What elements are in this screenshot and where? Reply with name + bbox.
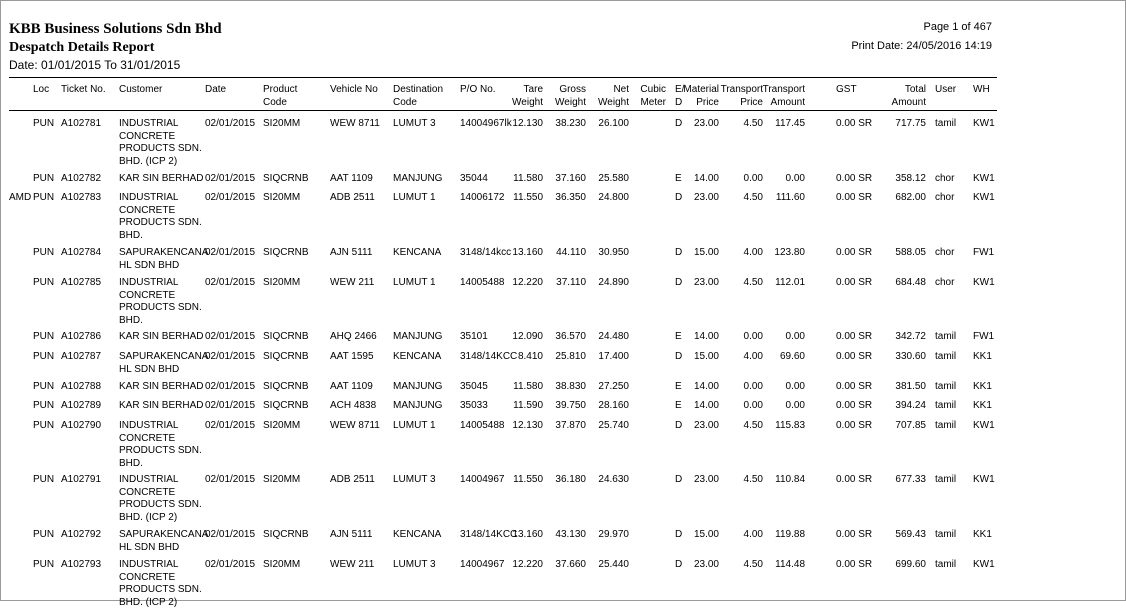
cell-tare: 13.160: [512, 529, 543, 540]
cell-material: 15.00: [693, 529, 719, 540]
cell-user: tamil: [935, 331, 957, 342]
cell-user: tamil: [935, 529, 957, 540]
cell-total: 569.43: [895, 529, 926, 540]
cell-customer: SAPURAKENCANA HL SDN BHD: [119, 351, 209, 375]
cell-ticket: A102790: [61, 420, 102, 431]
page-number: Page 1 of 467: [923, 21, 992, 33]
cell-customer: KAR SIN BERHAD: [119, 381, 204, 392]
cell-wh: KW1: [973, 118, 995, 129]
cell-loc: PUN: [33, 351, 55, 362]
cell-tare: 12.130: [512, 118, 543, 129]
cell-tprice: 4.50: [743, 192, 763, 203]
cell-po: 14004967lk: [460, 118, 512, 129]
cell-total: 330.60: [895, 351, 926, 362]
cell-date: 02/01/2015: [205, 474, 256, 485]
cell-total: 682.00: [895, 192, 926, 203]
cell-tamount: 110.84: [775, 474, 805, 485]
cell-vehicle: AAT 1109: [330, 381, 373, 392]
cell-tprice: 0.00: [743, 331, 763, 342]
cell-customer: KAR SIN BERHAD: [119, 173, 204, 184]
cell-vehicle: AHQ 2466: [330, 331, 377, 342]
cell-ed: D: [675, 420, 683, 431]
cell-total: 342.72: [895, 331, 926, 342]
cell-tamount: 112.01: [775, 277, 805, 288]
cell-gross: 25.810: [555, 351, 586, 362]
cell-net: 29.970: [598, 529, 629, 540]
cell-material: 23.00: [693, 474, 719, 485]
cell-customer: SAPURAKENCANA HL SDN BHD: [119, 529, 209, 553]
cell-gst: 0.00 SR: [836, 529, 873, 540]
cell-material: 23.00: [693, 192, 719, 203]
column-header-total: Total Amount: [891, 84, 926, 108]
cell-user: tamil: [935, 400, 957, 411]
cell-gst: 0.00 SR: [836, 474, 873, 485]
column-header-product: Product Code: [263, 84, 298, 108]
cell-customer: INDUSTRIAL CONCRETE PRODUCTS SDN. BHD. (ICP 2): [119, 559, 202, 608]
cell-po: 14004967: [460, 474, 505, 485]
cell-gross: 36.180: [555, 474, 586, 485]
cell-tamount: 69.60: [779, 351, 805, 362]
cell-gross: 36.570: [555, 331, 586, 342]
cell-loc: PUN: [33, 247, 55, 258]
cell-net: 27.250: [598, 381, 629, 392]
cell-ticket: A102787: [61, 351, 102, 362]
cell-product: SIQCRNB: [263, 400, 309, 411]
cell-gst: 0.00 SR: [836, 192, 873, 203]
cell-tare: 12.130: [512, 420, 543, 431]
cell-product: SI20MM: [263, 192, 301, 203]
cell-tare: 11.580: [513, 173, 543, 184]
cell-gross: 36.350: [555, 192, 586, 203]
cell-loc: PUN: [33, 529, 55, 540]
cell-destination: KENCANA: [393, 351, 442, 362]
cell-po: 35044: [460, 173, 488, 184]
cell-gross: 43.130: [555, 529, 586, 540]
cell-tamount: 119.88: [775, 529, 805, 540]
column-header-customer: Customer: [119, 84, 163, 95]
cell-tare: 11.580: [513, 381, 543, 392]
cell-destination: LUMUT 3: [393, 474, 436, 485]
cell-material: 23.00: [693, 118, 719, 129]
cell-tprice: 0.00: [743, 381, 763, 392]
cell-loc: PUN: [33, 118, 55, 129]
cell-total: 394.24: [895, 400, 926, 411]
cell-gst: 0.00 SR: [836, 420, 873, 431]
cell-date: 02/01/2015: [205, 400, 256, 411]
cell-gst: 0.00 SR: [836, 331, 873, 342]
cell-ed: E: [675, 331, 682, 342]
cell-product: SI20MM: [263, 420, 301, 431]
cell-product: SIQCRNB: [263, 381, 309, 392]
cell-gst: 0.00 SR: [836, 351, 873, 362]
cell-date: 02/01/2015: [205, 331, 256, 342]
cell-date: 02/01/2015: [205, 381, 256, 392]
report-title: Despatch Details Report: [9, 40, 155, 55]
cell-ticket: A102783: [61, 192, 102, 203]
cell-destination: MANJUNG: [393, 173, 443, 184]
cell-gst: 0.00 SR: [836, 118, 873, 129]
cell-ed: D: [675, 277, 683, 288]
cell-vehicle: ACH 4838: [330, 400, 377, 411]
cell-customer: KAR SIN BERHAD: [119, 331, 204, 342]
cell-net: 24.800: [598, 192, 629, 203]
cell-wh: FW1: [973, 331, 995, 342]
cell-tamount: 114.48: [775, 559, 805, 570]
cell-vehicle: WEW 8711: [330, 118, 380, 129]
cell-ticket: A102784: [61, 247, 102, 258]
cell-vehicle: AJN 5111: [330, 247, 373, 258]
cell-user: chor: [935, 173, 955, 184]
cell-tprice: 4.00: [743, 529, 763, 540]
cell-vehicle: WEW 8711: [330, 420, 380, 431]
cell-customer: INDUSTRIAL CONCRETE PRODUCTS SDN. BHD. (ICP 2): [119, 118, 202, 167]
cell-gross: 37.870: [555, 420, 586, 431]
cell-vehicle: WEW 211: [330, 277, 375, 288]
cell-wh: KW1: [973, 192, 995, 203]
cell-net: 28.160: [598, 400, 629, 411]
cell-customer: INDUSTRIAL CONCRETE PRODUCTS SDN. BHD.: [119, 277, 202, 326]
cell-user: tamil: [935, 118, 957, 129]
cell-date: 02/01/2015: [205, 351, 256, 362]
cell-total: 699.60: [895, 559, 926, 570]
cell-po: 3148/14KCC: [460, 529, 518, 540]
cell-material: 23.00: [693, 420, 719, 431]
column-header-vehicle: Vehicle No: [330, 84, 378, 95]
cell-date: 02/01/2015: [205, 118, 256, 129]
date-range: Date: 01/01/2015 To 31/01/2015: [9, 58, 181, 72]
cell-po: 3148/14KCC: [460, 351, 518, 362]
cell-destination: MANJUNG: [393, 331, 443, 342]
column-header-loc: Loc: [33, 84, 50, 95]
cell-user: chor: [935, 247, 955, 258]
cell-tprice: 0.00: [743, 173, 763, 184]
cell-tare: 11.550: [513, 192, 543, 203]
cell-date: 02/01/2015: [205, 173, 256, 184]
cell-wh: KW1: [973, 474, 995, 485]
cell-wh: KK1: [973, 351, 992, 362]
cell-material: 14.00: [693, 173, 719, 184]
cell-ed: D: [675, 351, 683, 362]
cell-po: 14005488: [460, 420, 505, 431]
cell-gross: 44.110: [556, 247, 586, 258]
column-header-net: Net Weight: [598, 84, 629, 108]
cell-material: 14.00: [693, 400, 719, 411]
cell-destination: LUMUT 1: [393, 192, 436, 203]
cell-tprice: 4.50: [743, 118, 763, 129]
cell-net: 17.400: [598, 351, 629, 362]
cell-ed: D: [675, 247, 683, 258]
cell-net: 30.950: [598, 247, 629, 258]
cell-loc: PUN: [33, 173, 55, 184]
cell-material: 23.00: [693, 559, 719, 570]
cell-vehicle: AAT 1595: [330, 351, 374, 362]
cell-tare: 11.590: [513, 400, 543, 411]
cell-tamount: 0.00: [785, 173, 805, 184]
cell-date: 02/01/2015: [205, 247, 256, 258]
cell-user: tamil: [935, 474, 957, 485]
cell-net: 25.440: [598, 559, 629, 570]
cell-product: SIQCRNB: [263, 529, 309, 540]
column-header-gst: GST: [836, 84, 857, 95]
row-flag: AMD: [9, 192, 32, 203]
cell-net: 24.890: [598, 277, 629, 288]
cell-wh: KK1: [973, 381, 992, 392]
column-header-po: P/O No.: [460, 84, 496, 95]
column-header-ticket: Ticket No.: [61, 84, 106, 95]
cell-date: 02/01/2015: [205, 529, 256, 540]
cell-product: SI20MM: [263, 277, 301, 288]
cell-total: 684.48: [895, 277, 926, 288]
cell-gst: 0.00 SR: [836, 400, 873, 411]
cell-gross: 38.830: [555, 381, 586, 392]
cell-tprice: 4.50: [743, 559, 763, 570]
cell-tamount: 117.45: [775, 118, 805, 129]
cell-destination: LUMUT 3: [393, 559, 436, 570]
cell-tare: 12.220: [512, 277, 543, 288]
cell-destination: LUMUT 1: [393, 420, 436, 431]
cell-gross: 39.750: [555, 400, 586, 411]
cell-tamount: 111.60: [775, 192, 805, 203]
cell-ticket: A102792: [61, 529, 102, 540]
cell-po: 3148/14kcc: [460, 247, 512, 258]
cell-net: 25.740: [598, 420, 629, 431]
cell-vehicle: ADB 2511: [330, 192, 375, 203]
column-header-cubic: Cubic Meter: [640, 84, 666, 108]
cell-loc: PUN: [33, 277, 55, 288]
cell-product: SI20MM: [263, 559, 301, 570]
cell-loc: PUN: [33, 331, 55, 342]
column-header-tprice: Transport Price: [720, 84, 763, 108]
header-top-rule: [9, 77, 997, 78]
cell-ticket: A102793: [61, 559, 102, 570]
cell-user: chor: [935, 192, 955, 203]
cell-customer: INDUSTRIAL CONCRETE PRODUCTS SDN. BHD.: [119, 192, 202, 241]
cell-destination: MANJUNG: [393, 381, 443, 392]
cell-ed: E: [675, 400, 682, 411]
cell-destination: KENCANA: [393, 247, 442, 258]
cell-tamount: 0.00: [785, 331, 805, 342]
cell-net: 24.630: [598, 474, 629, 485]
cell-vehicle: AJN 5111: [330, 529, 373, 540]
cell-date: 02/01/2015: [205, 559, 256, 570]
cell-tamount: 0.00: [785, 400, 805, 411]
cell-gross: 37.660: [555, 559, 586, 570]
cell-date: 02/01/2015: [205, 192, 256, 203]
cell-ticket: A102781: [61, 118, 102, 129]
cell-tare: 12.220: [512, 559, 543, 570]
cell-ticket: A102789: [61, 400, 102, 411]
cell-net: 26.100: [598, 118, 629, 129]
cell-date: 02/01/2015: [205, 420, 256, 431]
cell-wh: KW1: [973, 277, 995, 288]
cell-gst: 0.00 SR: [836, 559, 873, 570]
cell-ed: E: [675, 173, 682, 184]
cell-wh: KK1: [973, 529, 992, 540]
cell-total: 588.05: [895, 247, 926, 258]
cell-tamount: 115.83: [775, 420, 805, 431]
cell-user: tamil: [935, 559, 957, 570]
column-header-user: User: [935, 84, 957, 95]
cell-ticket: A102788: [61, 381, 102, 392]
cell-net: 25.580: [598, 173, 629, 184]
cell-destination: LUMUT 3: [393, 118, 436, 129]
column-header-tare: Tare Weight: [512, 84, 543, 108]
cell-gst: 0.00 SR: [836, 381, 873, 392]
cell-wh: KW1: [973, 559, 995, 570]
cell-material: 14.00: [693, 331, 719, 342]
cell-customer: INDUSTRIAL CONCRETE PRODUCTS SDN. BHD. (ICP 2): [119, 474, 202, 523]
cell-wh: FW1: [973, 247, 995, 258]
cell-customer: KAR SIN BERHAD: [119, 400, 204, 411]
cell-ed: D: [675, 192, 683, 203]
cell-ticket: A102791: [61, 474, 102, 485]
cell-product: SIQCRNB: [263, 247, 309, 258]
cell-gst: 0.00 SR: [836, 277, 873, 288]
cell-tprice: 0.00: [743, 400, 763, 411]
cell-po: 14006172: [460, 192, 505, 203]
cell-tprice: 4.00: [743, 351, 763, 362]
cell-vehicle: ADB 2511: [330, 474, 375, 485]
cell-product: SI20MM: [263, 474, 301, 485]
cell-tprice: 4.50: [743, 420, 763, 431]
cell-material: 15.00: [693, 351, 719, 362]
cell-user: chor: [935, 277, 955, 288]
print-date: Print Date: 24/05/2016 14:19: [851, 40, 992, 52]
cell-wh: KW1: [973, 173, 995, 184]
cell-product: SIQCRNB: [263, 173, 309, 184]
cell-ed: D: [675, 118, 683, 129]
column-header-gross: Gross Weight: [555, 84, 586, 108]
cell-ed: D: [675, 529, 683, 540]
cell-ticket: A102782: [61, 173, 102, 184]
cell-gst: 0.00 SR: [836, 173, 873, 184]
cell-total: 381.50: [895, 381, 926, 392]
cell-total: 707.85: [895, 420, 926, 431]
cell-tprice: 4.50: [743, 277, 763, 288]
cell-gross: 37.160: [555, 173, 586, 184]
cell-tamount: 123.80: [774, 247, 805, 258]
cell-loc: PUN: [33, 474, 55, 485]
company-name: KBB Business Solutions Sdn Bhd: [9, 21, 222, 37]
column-header-date: Date: [205, 84, 227, 95]
cell-total: 717.75: [895, 118, 926, 129]
cell-customer: INDUSTRIAL CONCRETE PRODUCTS SDN. BHD.: [119, 420, 202, 469]
cell-user: tamil: [935, 420, 957, 431]
cell-tare: 13.160: [512, 247, 543, 258]
cell-destination: MANJUNG: [393, 400, 443, 411]
cell-po: 14004967: [460, 559, 505, 570]
cell-loc: PUN: [33, 400, 55, 411]
cell-tare: 11.550: [513, 474, 543, 485]
cell-net: 24.480: [598, 331, 629, 342]
cell-ed: D: [675, 559, 683, 570]
cell-destination: KENCANA: [393, 529, 442, 540]
cell-material: 15.00: [693, 247, 719, 258]
cell-material: 14.00: [693, 381, 719, 392]
cell-total: 677.33: [895, 474, 926, 485]
cell-total: 358.12: [895, 173, 926, 184]
cell-gst: 0.00 SR: [836, 247, 873, 258]
cell-tamount: 0.00: [785, 381, 805, 392]
cell-product: SI20MM: [263, 118, 301, 129]
cell-vehicle: AAT 1109: [330, 173, 373, 184]
cell-ticket: A102785: [61, 277, 102, 288]
column-header-wh: WH: [973, 84, 990, 95]
cell-gross: 37.110: [556, 277, 586, 288]
cell-ticket: A102786: [61, 331, 102, 342]
cell-wh: KW1: [973, 420, 995, 431]
cell-gross: 38.230: [555, 118, 586, 129]
column-header-tamount: Transport Amount: [762, 84, 805, 108]
cell-product: SIQCRNB: [263, 351, 309, 362]
cell-po: 35033: [460, 400, 488, 411]
column-header-material: Material Price: [683, 84, 719, 108]
cell-po: 14005488: [460, 277, 505, 288]
cell-loc: PUN: [33, 192, 55, 203]
header-bottom-rule: [9, 110, 997, 111]
cell-tare: 8.410: [517, 351, 543, 362]
cell-customer: SAPURAKENCANA HL SDN BHD: [119, 247, 209, 271]
cell-date: 02/01/2015: [205, 277, 256, 288]
cell-tprice: 4.00: [743, 247, 763, 258]
cell-po: 35101: [460, 331, 488, 342]
cell-loc: PUN: [33, 559, 55, 570]
cell-product: SIQCRNB: [263, 331, 309, 342]
cell-po: 35045: [460, 381, 488, 392]
cell-material: 23.00: [693, 277, 719, 288]
cell-user: tamil: [935, 381, 957, 392]
cell-ed: D: [675, 474, 683, 485]
cell-user: tamil: [935, 351, 957, 362]
column-header-ed: E/ D: [675, 84, 685, 108]
cell-loc: PUN: [33, 420, 55, 431]
cell-wh: KK1: [973, 400, 992, 411]
cell-ed: E: [675, 381, 682, 392]
cell-tprice: 4.50: [743, 474, 763, 485]
cell-destination: LUMUT 1: [393, 277, 436, 288]
cell-vehicle: WEW 211: [330, 559, 375, 570]
column-header-destination: Destination Code: [393, 84, 444, 108]
cell-loc: PUN: [33, 381, 55, 392]
cell-tare: 12.090: [512, 331, 543, 342]
